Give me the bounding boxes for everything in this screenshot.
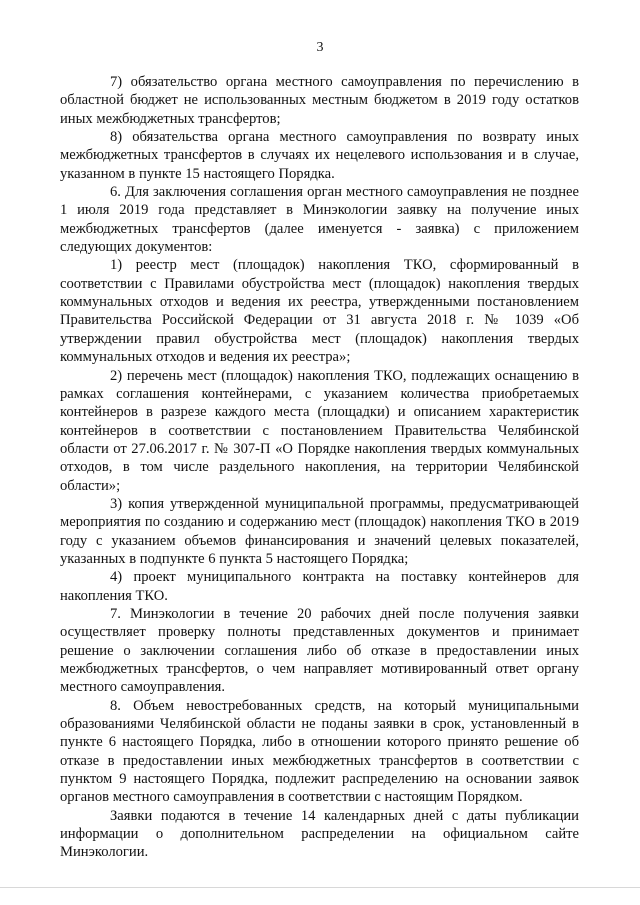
paragraph-doc-1: 1) реестр мест (площадок) накопления ТКО, сформированный в соответствии с Правилами обустройства мест (площадок) накопления твердых коммунальных отходов и ведения их реестра, утвержденными постановлением Правительства Российской Федерации от 31 августа 2018 г. № 1039 «Об утверждении правил обустройства мест (площадок) накопления твердых коммунальных отходов и ведения их реестра»; bbox=[60, 257, 579, 366]
paragraph-item-7: 7) обязательство органа местного самоуправления по перечислению в областной бюджет не использованных местным бюджетом в 2019 году остатков иных межбюджетных трансфертов; bbox=[60, 74, 579, 127]
document-body bbox=[60, 73, 579, 862]
page-number: 3 bbox=[316, 40, 324, 55]
bottom-divider bbox=[0, 887, 640, 888]
paragraph-section-6: 6. Для заключения соглашения орган местного самоуправления не позднее 1 июля 2019 года представляет в Минэкологии заявку на получение иных межбюджетных трансфертов (далее именуется - заявка) с приложением следующих документов: bbox=[60, 184, 579, 256]
paragraph-section-7: 7. Минэкологии в течение 20 рабочих дней после получения заявки осуществляет проверку полноты представленных документов и принимает решение о заключении соглашения либо об отказе в предоставлении иных межбюджетных трансфертов, о чем направляет мотивированный ответ органу местного самоуправления. bbox=[60, 605, 579, 696]
paragraph-item-8: 8) обязательства органа местного самоуправления по возврату иных межбюджетных трансфертов в случаях их нецелевого использования и в случае, указанном в пункте 15 настоящего Порядка. bbox=[60, 129, 579, 182]
paragraph-section-8: 8. Объем невостребованных средств, на который муниципальными образованиями Челябинской области не поданы заявки в срок, установленный в пункте 6 настоящего Порядка, либо в отношении которого принято решение об отказе в предоставлении иных межбюджетных трансфертов в соответствии с пунктом 9 настоящего Порядка, подлежит распределению на основании заявок органов местного самоуправления в соответствии с настоящим Порядком. bbox=[60, 697, 579, 806]
paragraph-doc-3: 3) копия утвержденной муниципальной программы, предусматривающей мероприятия по созданию и содержанию мест (площадок) накопления ТКО в 2019 году с указанием объемов финансирования и значений целевых показателей, указанных в подпункте 6 пункта 5 настоящего Порядка; bbox=[60, 495, 579, 567]
paragraph-doc-2: 2) перечень мест (площадок) накопления ТКО, подлежащих оснащению в рамках соглашения контейнерами, с указанием количества приобретаемых контейнеров в разрезе каждого места (площадки) и описанием характеристик контейнеров в соответствии с постановлением Правительства Челябинской области от 27.06.2017 г. № 307-П «О Порядке накопления твердых коммунальных отходов, в том числе раздельного накопления, на территории Челябинской области»; bbox=[60, 367, 579, 494]
paragraph-doc-4: 4) проект муниципального контракта на поставку контейнеров для накопления ТКО. bbox=[60, 569, 579, 604]
paragraph-applications: Заявки подаются в течение 14 календарных дней с даты публикации информации о дополнительном распределении на официальном сайте Минэкологии. bbox=[60, 807, 579, 861]
